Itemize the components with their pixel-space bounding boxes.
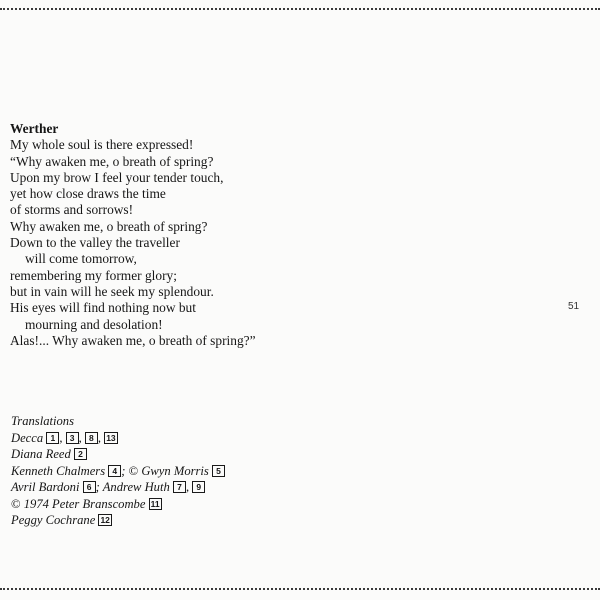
poem-line: His eyes will find nothing now but [10, 300, 196, 316]
translations-heading: Translations [11, 414, 74, 428]
bottom-dotted-rule [0, 588, 600, 590]
poem-block [10, 121, 430, 349]
track-number-box: 1 [46, 432, 59, 444]
track-number-box: 9 [192, 481, 205, 493]
translator-name: Peggy Cochrane [11, 513, 99, 527]
translator-name: Decca [11, 430, 47, 445]
copyright-symbol: © [128, 463, 142, 478]
poem-line: “Why awaken me, o breath of spring? [10, 153, 214, 169]
track-number-box: 4 [108, 465, 121, 477]
poem-line: remembering my former glory; [10, 267, 177, 283]
translator-name: Kenneth Chalmers [11, 463, 109, 478]
translations-credits [11, 413, 371, 529]
poem-lines [10, 137, 430, 349]
poem-line: but in vain will he seek my splendour. [10, 283, 214, 299]
poem-line: of storms and sorrows! [10, 202, 134, 218]
track-number-box: 12 [100, 515, 110, 525]
poem-line: Alas!... Why awaken me, o breath of spring?” [10, 332, 256, 348]
track-number-box: 5 [212, 465, 225, 477]
translator-name: 1974 Peter Branscombe [23, 496, 149, 511]
credit-line: Avril Bardoni 6 ; Andrew Huth 7 , 9 [11, 479, 371, 496]
credit-line: Kenneth Chalmers 4 ; © Gwyn Morris 5 [11, 463, 371, 480]
credit-line [11, 446, 371, 463]
top-dotted-rule [0, 8, 600, 10]
poem-line: yet how close draws the time [10, 186, 166, 202]
poem-line: My whole soul is there expressed! [10, 137, 194, 153]
poem-line: Upon my brow I feel your tender touch, [10, 169, 224, 185]
poem-line: will come tomorrow, [25, 251, 137, 267]
translator-name: Andrew Huth [102, 480, 173, 494]
track-number-box: 7 [173, 481, 186, 493]
translator-name: Diana Reed [11, 447, 74, 461]
track-number-box: 6 [83, 481, 96, 493]
track-number-box: 11 [150, 498, 160, 509]
translator-name: Avril Bardoni [11, 480, 83, 494]
poem-line: mourning and desolation! [25, 316, 163, 332]
poem-title: Werther [10, 121, 59, 136]
poem-line: Down to the valley the traveller [10, 235, 180, 251]
translator-name: Gwyn Morris [141, 463, 212, 478]
credit-lines [11, 430, 371, 529]
credit-line [11, 512, 371, 529]
credit-line: Decca 1 , 3 , 8 , 13 [11, 430, 116, 445]
page-number: 51 [568, 301, 580, 312]
copyright-symbol: © [11, 496, 24, 511]
track-number-box: 2 [74, 448, 87, 460]
track-number-box: 8 [85, 432, 98, 444]
credit-line [11, 496, 371, 513]
poem-line: Why awaken me, o breath of spring? [10, 218, 208, 234]
track-number-box: 13 [106, 432, 116, 443]
track-number-box: 3 [66, 432, 79, 444]
